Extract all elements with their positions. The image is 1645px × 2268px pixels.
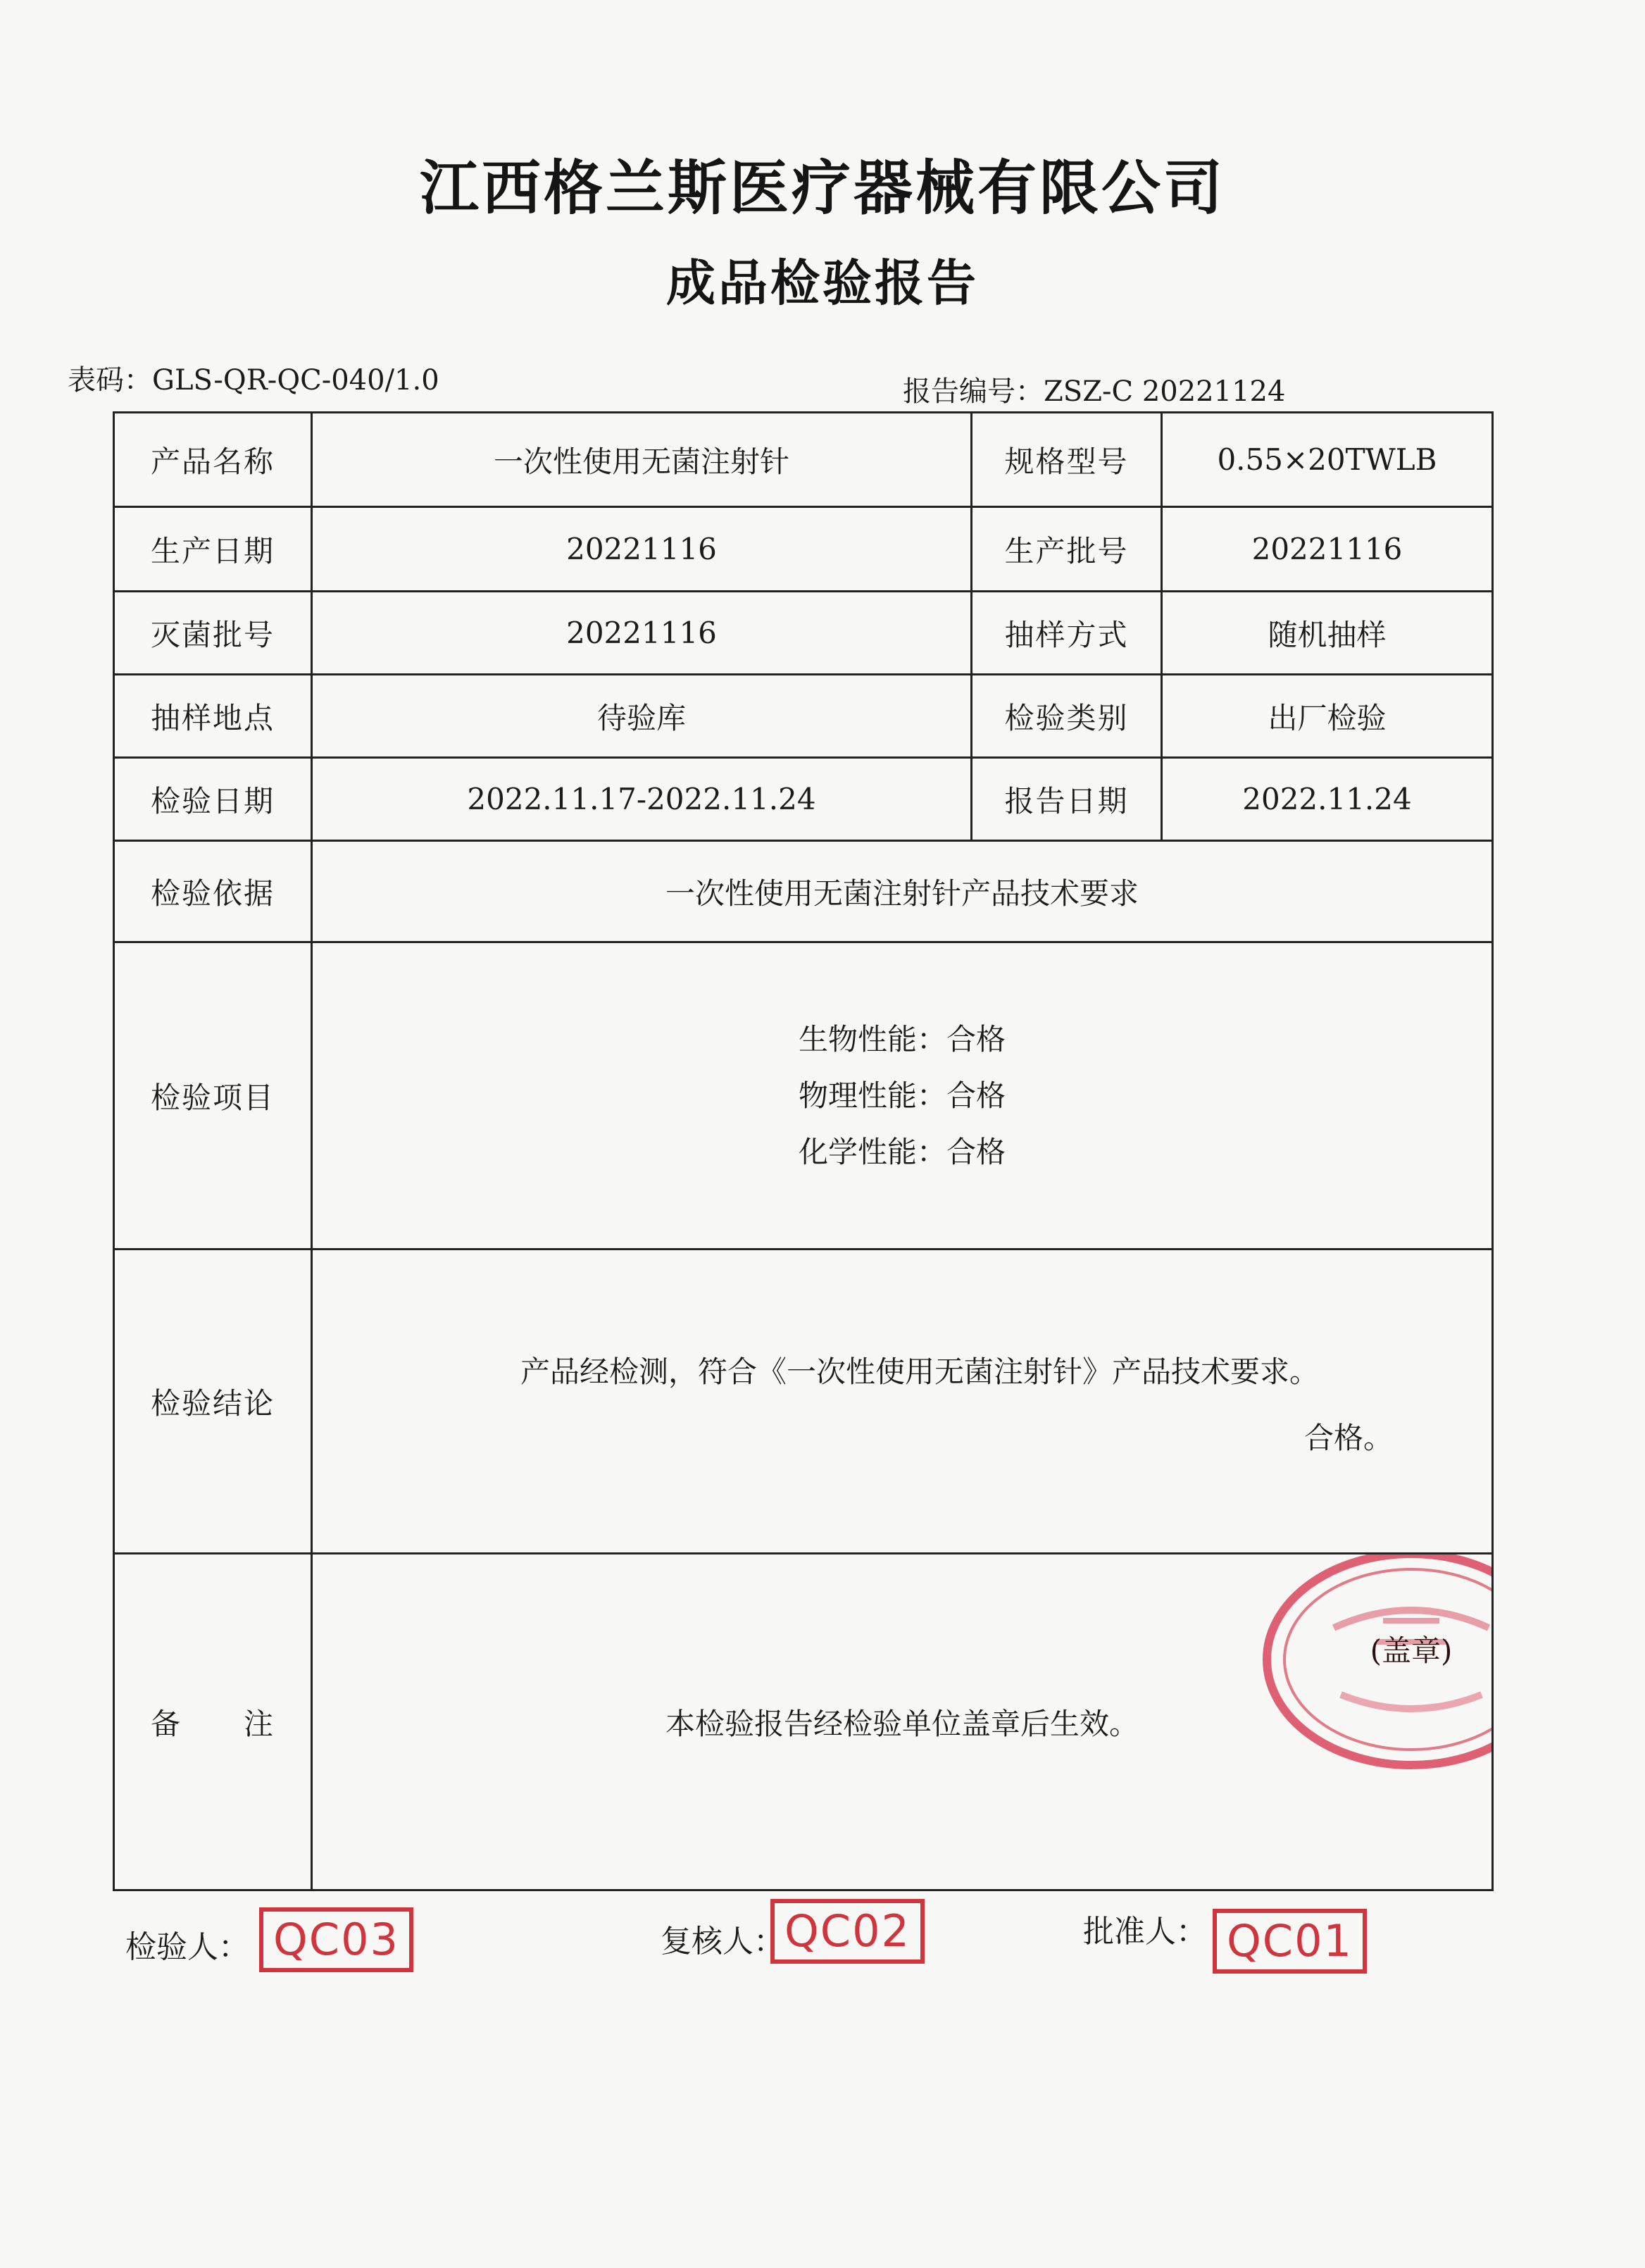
items-label: 检验项目: [114, 942, 312, 1250]
sampling-method-value: 随机抽样: [1162, 592, 1493, 675]
report-date-label: 报告日期: [972, 758, 1162, 841]
conclusion-text: 产品经检测，符合《一次性使用无菌注射针》产品技术要求。: [520, 1354, 1319, 1389]
basis-value: 一次性使用无菌注射针产品技术要求: [312, 841, 1493, 942]
table-row: [114, 841, 1493, 942]
item-chemical: 化学性能：合格: [798, 1134, 1006, 1169]
inspection-date-value: 2022.11.17-2022.11.24: [312, 758, 972, 841]
sterilization-batch-value: 20221116: [312, 592, 972, 675]
product-name-value: 一次性使用无菌注射针: [312, 413, 972, 507]
sampling-place-value: 待验库: [312, 675, 972, 758]
conclusion-label: 检验结论: [114, 1250, 312, 1554]
conclusion-result: 合格。: [1303, 1420, 1393, 1455]
sterilization-batch-label: 灭菌批号: [114, 592, 312, 675]
approver-label: 批准人：: [1083, 1914, 1207, 1950]
batch-value: 20221116: [1162, 507, 1493, 592]
signature-row: [0, 1895, 1645, 1979]
table-row: [114, 507, 1493, 592]
company-seal: [1256, 1554, 1493, 1776]
seal-label: (盖章): [1370, 1633, 1453, 1668]
report-number: 报告编号：ZSZ-C 20221124: [903, 375, 1286, 408]
table-row: [114, 413, 1493, 507]
remarks-text: 本检验报告经检验单位盖章后生效。: [665, 1706, 1139, 1741]
company-name: 江西格兰斯医疗器械有限公司: [419, 154, 1225, 223]
product-name-label: 产品名称: [114, 413, 312, 507]
inspector-stamp: QC03: [259, 1907, 413, 1972]
conclusion-cell: [312, 1250, 1493, 1554]
inspection-table: [113, 411, 1494, 1891]
item-physical: 物理性能：合格: [798, 1078, 1006, 1113]
remarks-cell: [312, 1554, 1493, 1890]
inspection-date-label: 检验日期: [114, 758, 312, 841]
spec-value: 0.55×20TWLB: [1162, 413, 1493, 507]
remarks-label: 备 注: [114, 1554, 312, 1890]
spec-label: 规格型号: [972, 413, 1162, 507]
table-row: [114, 758, 1493, 841]
approver-stamp: QC01: [1213, 1909, 1367, 1974]
production-date-value: 20221116: [312, 507, 972, 592]
sampling-place-label: 抽样地点: [114, 675, 312, 758]
table-row: [114, 1554, 1493, 1890]
form-code: 表码：GLS-QR-QC-040/1.0: [68, 364, 439, 397]
item-biological: 生物性能：合格: [798, 1021, 1006, 1057]
inspection-type-value: 出厂检验: [1162, 675, 1493, 758]
batch-label: 生产批号: [972, 507, 1162, 592]
report-date-value: 2022.11.24: [1162, 758, 1493, 841]
document-title: 成品检验报告: [666, 254, 979, 312]
reviewer-label: 复核人：: [661, 1924, 784, 1959]
table-row: [114, 675, 1493, 758]
table-row: [114, 1250, 1493, 1554]
sampling-method-label: 抽样方式: [972, 592, 1162, 675]
inspection-type-label: 检验类别: [972, 675, 1162, 758]
items-list: [312, 942, 1493, 1250]
inspector-label: 检验人：: [125, 1929, 249, 1965]
basis-label: 检验依据: [114, 841, 312, 942]
table-row: [114, 942, 1493, 1250]
table-row: [114, 592, 1493, 675]
production-date-label: 生产日期: [114, 507, 312, 592]
reviewer-stamp: QC02: [770, 1899, 925, 1964]
